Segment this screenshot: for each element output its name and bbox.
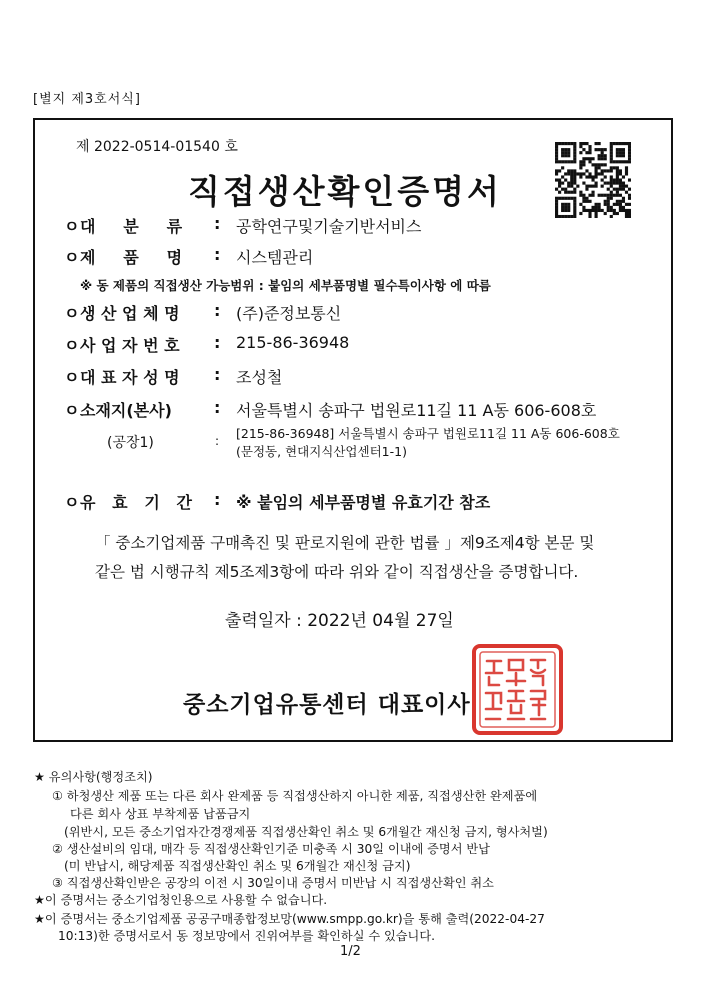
form-label: [별지 제3호서식] bbox=[33, 92, 141, 107]
field-label: 대 표 자 성 명 bbox=[80, 368, 180, 387]
field-value: (주)준정보통신 bbox=[236, 304, 342, 323]
certificate-number: 제 2022-0514-01540 호 bbox=[76, 139, 238, 155]
field-colon: : bbox=[214, 365, 221, 384]
field-colon: : bbox=[214, 490, 221, 509]
bullet: ㅇ bbox=[64, 336, 80, 355]
factory-address-line2: (문정동, 현대지식산업센터1-1) bbox=[236, 444, 407, 459]
note-2a: ② 생산설비의 임대, 매각 등 직접생산확인기준 미충족 시 30일 이내에 증명서 반납 bbox=[52, 842, 490, 856]
note-star2b: 10:13)한 증명서로서 동 정보망에서 진위여부를 확인하실 수 있습니다. bbox=[58, 929, 435, 943]
bullet: ㅇ bbox=[64, 248, 80, 267]
field-colon: : bbox=[214, 214, 221, 233]
note-1a: ① 하청생산 제품 또는 다른 회사 완제품 등 직접생산하지 아니한 제품, 직접생산한 완제품에 bbox=[52, 789, 538, 803]
field-value: 서울특별시 송파구 법원로11길 11 A동 606-608호 bbox=[236, 401, 597, 420]
qr-code-icon[interactable] bbox=[555, 142, 631, 218]
note-star1: ★이 증명서는 중소기업청인용으로 사용할 수 없습니다. bbox=[34, 893, 328, 907]
bullet: ㅇ bbox=[64, 493, 80, 512]
field-label: 대 분 류 bbox=[80, 217, 183, 236]
notes-header: ★ 유의사항(행정조치) bbox=[34, 770, 153, 784]
field-value: ※ 붙임의 세부품명별 유효기간 참조 bbox=[236, 493, 491, 512]
note-1c: (위반시, 모든 중소기업자간경쟁제품 직접생산확인 취소 및 6개월간 재신청 금지, 형사처벌) bbox=[64, 825, 548, 839]
official-seal-icon bbox=[471, 643, 564, 736]
factory-label: (공장1) bbox=[107, 435, 154, 451]
field-label: 제 품 명 bbox=[80, 248, 183, 267]
bullet: ㅇ bbox=[64, 368, 80, 387]
field-colon: : bbox=[214, 398, 221, 417]
field-label: 소재지(본사) bbox=[80, 401, 172, 420]
page-title: 직접생산확인증명서 bbox=[188, 172, 502, 211]
field-label: 유 효 기 간 bbox=[80, 493, 192, 512]
field-colon: : bbox=[214, 333, 221, 352]
factory-colon: : bbox=[215, 434, 220, 448]
body-text-line1: 「 중소기업제품 구매촉진 및 판로지원에 관한 법률 」제9조제4항 본문 및 bbox=[95, 534, 595, 552]
issue-date: 출력일자 : 2022년 04월 27일 bbox=[225, 611, 454, 631]
issuer-name: 중소기업유통센터 대표이사 bbox=[183, 692, 471, 718]
field-colon: : bbox=[214, 301, 221, 320]
page-number: 1/2 bbox=[340, 944, 361, 959]
bullet: ㅇ bbox=[64, 304, 80, 323]
bullet: ㅇ bbox=[64, 401, 80, 420]
field-value: 시스템관리 bbox=[236, 248, 314, 267]
bullet: ㅇ bbox=[64, 217, 80, 236]
note-3: ③ 직접생산확인받은 공장의 이전 시 30일이내 증명서 미반납 시 직접생산확인 취소 bbox=[52, 876, 494, 890]
field-label: 생 산 업 체 명 bbox=[80, 304, 180, 323]
field-label: 사 업 자 번 호 bbox=[80, 336, 180, 355]
factory-address-line1: [215-86-36948] 서울특별시 송파구 법원로11길 11 A동 606-608호 bbox=[236, 426, 620, 441]
field-value: 조성철 bbox=[236, 368, 283, 387]
note-2b: (미 반납시, 해당제품 직접생산확인 취소 및 6개월간 재신청 금지) bbox=[64, 859, 411, 873]
note-1b: 다른 회사 상표 부착제품 납품금지 bbox=[70, 807, 251, 821]
note-star2a: ★이 증명서는 중소기업제품 공공구매종합정보망(www.smpp.go.kr)을 통해 출력(2022-04-27 bbox=[34, 912, 545, 926]
field-value: 215-86-36948 bbox=[236, 333, 350, 352]
field-value: 공학연구및기술기반서비스 bbox=[236, 217, 422, 236]
body-text-line2: 같은 법 시행규칙 제5조제3항에 따라 위와 같이 직접생산을 증명합니다. bbox=[95, 563, 579, 581]
field-colon: : bbox=[214, 245, 221, 264]
scope-note: ※ 동 제품의 직접생산 가능범위 : 붙임의 세부품명별 필수특이사항 에 따름 bbox=[80, 278, 491, 293]
